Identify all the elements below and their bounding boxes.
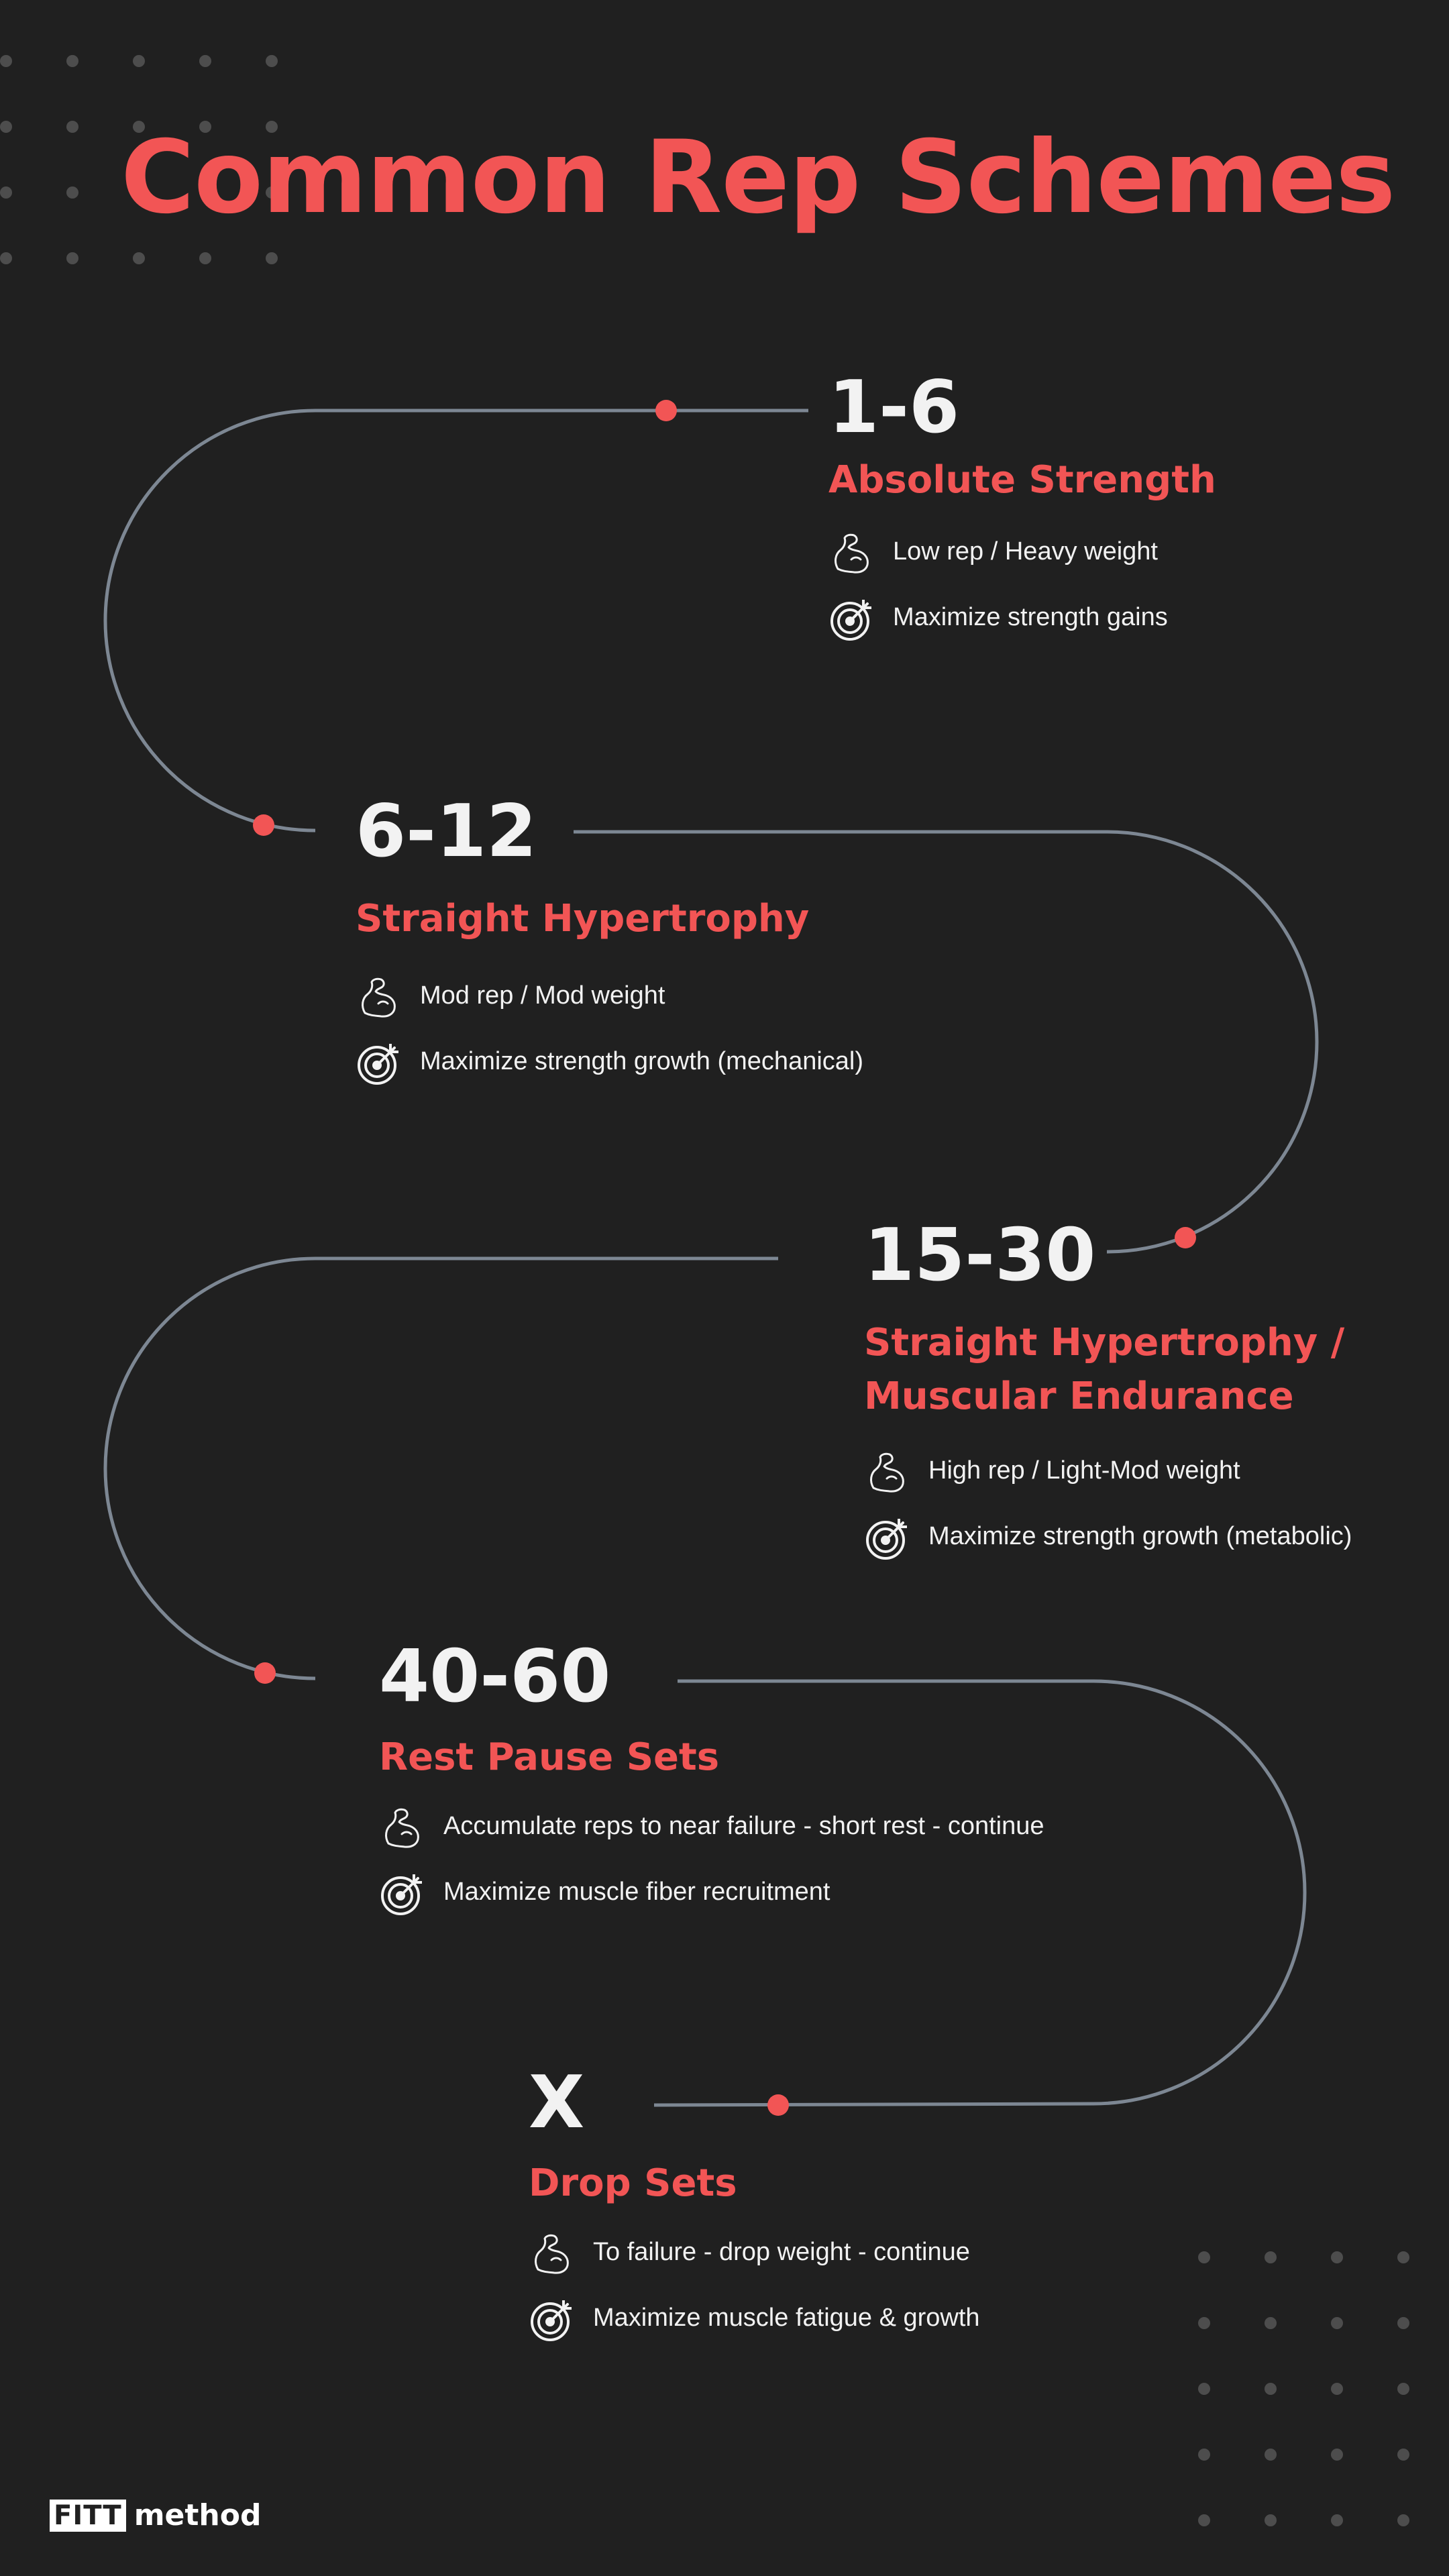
connector-node (767, 2094, 789, 2116)
page-title: Common Rep Schemes (121, 119, 1395, 236)
flexed-bicep-icon (828, 530, 877, 578)
scheme-goal-text: Maximize strength growth (metabolic) (928, 1522, 1352, 1550)
rep-range: 1-6 (828, 366, 960, 449)
target-arrow-icon (828, 596, 877, 644)
scheme-detail-text: Mod rep / Mod weight (420, 981, 665, 1010)
flexed-bicep-icon (379, 1805, 427, 1853)
target-arrow-icon (356, 1040, 404, 1088)
target-arrow-icon (379, 1870, 427, 1919)
scheme-detail-row (864, 1449, 1344, 1492)
connector-node (254, 1662, 276, 1684)
scheme-detail-row (828, 530, 1216, 573)
scheme-detail-row (529, 2231, 970, 2273)
scheme-detail-row (379, 1805, 1044, 1847)
connector-node (655, 400, 677, 421)
scheme-goal-text: Maximize muscle fatigue & growth (593, 2304, 980, 2332)
rep-scheme-15-30 (864, 1214, 1352, 1558)
scheme-goal-row (529, 2296, 980, 2339)
rep-range: 15-30 (864, 1214, 1096, 1297)
scheme-name-line-2: Muscular Endurance (864, 1375, 1294, 1418)
scheme-goal-row (828, 596, 1216, 639)
logo-text: method (133, 2498, 262, 2532)
flexed-bicep-icon (529, 2231, 577, 2279)
scheme-name: Absolute Strength (828, 458, 1216, 502)
scheme-detail-text: Accumulate reps to near failure - short rest - continue (443, 1812, 1044, 1840)
flexed-bicep-icon (356, 974, 404, 1022)
scheme-detail-text: Low rep / Heavy weight (893, 537, 1158, 566)
scheme-goal-text: Maximize muscle fiber recruitment (443, 1878, 830, 1906)
scheme-detail-text: High rep / Light-Mod weight (928, 1456, 1240, 1485)
rep-scheme-6-12 (356, 790, 864, 1083)
scheme-detail-text: To failure - drop weight - continue (593, 2238, 970, 2266)
scheme-name: Rest Pause Sets (379, 1735, 720, 1779)
scheme-goal-row (356, 1040, 864, 1083)
scheme-goal-row (864, 1515, 1352, 1558)
scheme-goal-text: Maximize strength growth (mechanical) (420, 1047, 864, 1075)
fitt-method-logo (50, 2498, 261, 2533)
target-arrow-icon (864, 1515, 912, 1563)
rep-scheme-x (529, 2061, 980, 2339)
scheme-goal-text: Maximize strength gains (893, 603, 1168, 631)
scheme-goal-row (379, 1870, 830, 1913)
flexed-bicep-icon (864, 1449, 912, 1497)
rep-range: 40-60 (379, 1635, 611, 1719)
scheme-name: Drop Sets (529, 2161, 737, 2205)
rep-scheme-1-6 (828, 368, 1216, 639)
rep-range: 6-12 (356, 790, 537, 873)
connector-node (253, 814, 274, 836)
rep-scheme-40-60 (379, 1635, 1044, 1913)
target-arrow-icon (529, 2296, 577, 2345)
scheme-name: Straight Hypertrophy (356, 897, 810, 941)
connector-line-segment (105, 1258, 778, 1678)
rep-range: X (529, 2061, 585, 2145)
scheme-name-line-1: Straight Hypertrophy / (864, 1321, 1345, 1364)
scheme-detail-row (356, 974, 809, 1017)
logo-box-text: FITT (50, 2500, 126, 2532)
connector-line-segment (105, 411, 808, 830)
